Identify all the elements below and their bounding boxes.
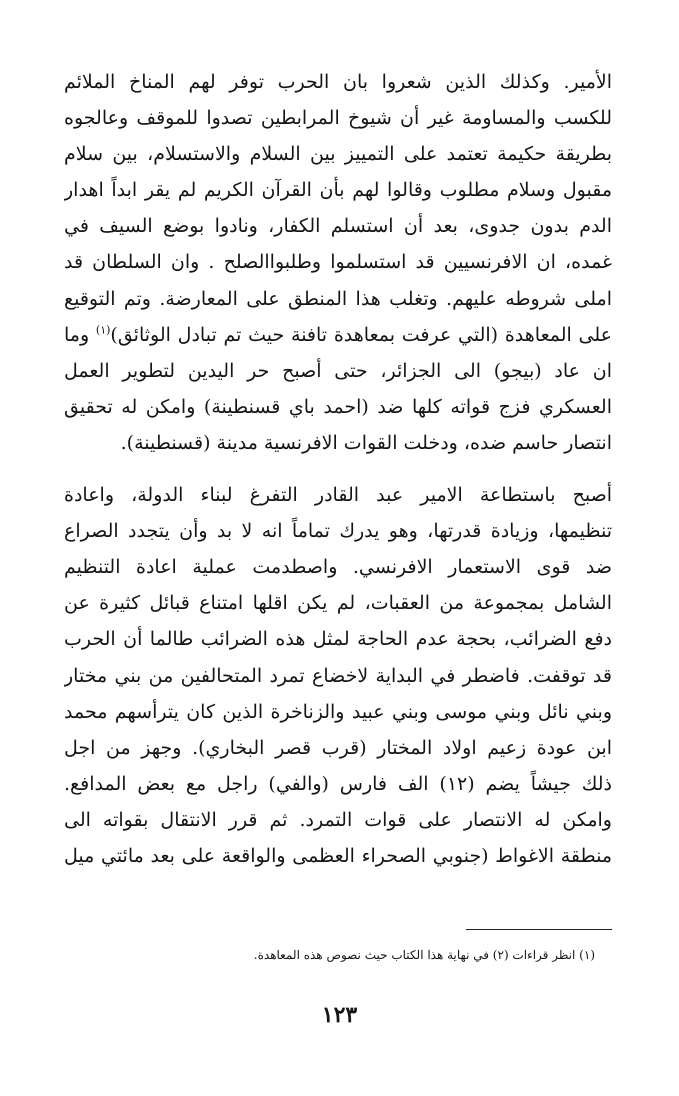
paragraph-gap: [64, 461, 612, 477]
p1-line-11: انتصار حاسم ضده، ودخلت القوات الافرنسية مدينة (قسنطينة).: [120, 431, 612, 454]
p2-line-7: وبني نائل وبني موسى وبني عبيد والزناخرة الذين كان يترأسهم محمد: [64, 700, 612, 723]
p1-line-6: غمده، ان الافرنسيين قد استسلموا وطلبواالصلح . وان السلطان قد: [64, 251, 612, 274]
p1-line-10: العسكري فزج قواته كلها ضد (احمد باي قسنطينة) وامكن له تحقيق: [64, 395, 612, 418]
p1-line-8-tail: وما: [64, 323, 96, 346]
p1-line-7: املى شروطه عليهم. وتغلب هذا المنطق على المعارضة. وتم التوقيع: [64, 287, 612, 310]
p2-line-11: منطقة الاغواط (جنوبي الصحراء العظمى والواقعة على بعد مائتي ميل: [64, 844, 612, 867]
p2-line-4: الشامل بمجموعة من العقبات، لم يكن اقلها امتناع قبائل كثيرة عن: [64, 592, 612, 615]
footnote: (١) انظر قراءات (٢) في نهاية هذا الكتاب حيث نصوص هذه المعاهدة.: [253, 948, 595, 962]
p2-line-1: أصبح باستطاعة الامير عبد القادر التفرغ لبناء الدولة، واعادة: [64, 484, 612, 507]
p2-line-2: تنظيمها، وزيادة قدرتها، وهو يدرك تماماً انه لا بد وأن يتجدد الصراع: [64, 520, 612, 543]
p2-line-10: وامكن له الانتصار على قوات التمرد. ثم قرر الانتقال بقواته الى: [64, 808, 612, 831]
p1-line-9: ان عاد (بيجو) الى الجزائر، حتى أصبح حر اليدين لتطوير العمل: [64, 359, 612, 382]
p1-line-8-text: على المعاهدة (التي عرفت بمعاهدة تافنة حيث تم تبادل الوثائق): [110, 323, 612, 346]
p2-line-6: قد توقفت. فاضطر في البداية لاخضاع تمرد المتحالفين من بني مختار: [64, 664, 612, 687]
body-text: [64, 64, 612, 874]
p1-line-8: [64, 317, 612, 353]
p1-line-3: بطريقة حكيمة تعتمد على التمييز بين السلام والاستسلام، بين سلام: [64, 143, 612, 166]
p1-line-4: مقبول وسلام مطلوب وقالوا لهم بأن القرآن الكريم لم يقر ابداً اهدار: [64, 179, 612, 202]
footnote-reference: (١): [95, 323, 111, 337]
p2-line-3: ضد قوى الاستعمار الافرنسي. واصطدمت عملية اعادة التنظيم: [64, 556, 612, 579]
p1-line-2: للكسب والمساومة غير أن شيوخ المرابطين تصدوا للموقف وعالجوه: [64, 107, 612, 130]
p1-line-1: الأمير. وكذلك الذين شعروا بان الحرب توفر لهم المناخ الملائم: [64, 71, 612, 93]
footnote-divider: [466, 929, 612, 930]
p2-line-8: ابن عودة زعيم اولاد المختار (قرب قصر البخاري). وجهز من اجل: [64, 736, 612, 759]
p2-line-9: ذلك جيشاً يضم (١٢) الف فارس (والفي) راجل مع بعض المدافع.: [64, 772, 612, 795]
page-number: ١٢٣: [321, 1002, 358, 1028]
p2-line-5: دفع الضرائب، بحجة عدم الحاجة لمثل هذه الضرائب طالما أن الحرب: [64, 628, 612, 651]
p1-line-5: الدم بدون جدوى، بعد أن استسلم الكفار، ونادوا بوضع السيف في: [64, 215, 612, 238]
